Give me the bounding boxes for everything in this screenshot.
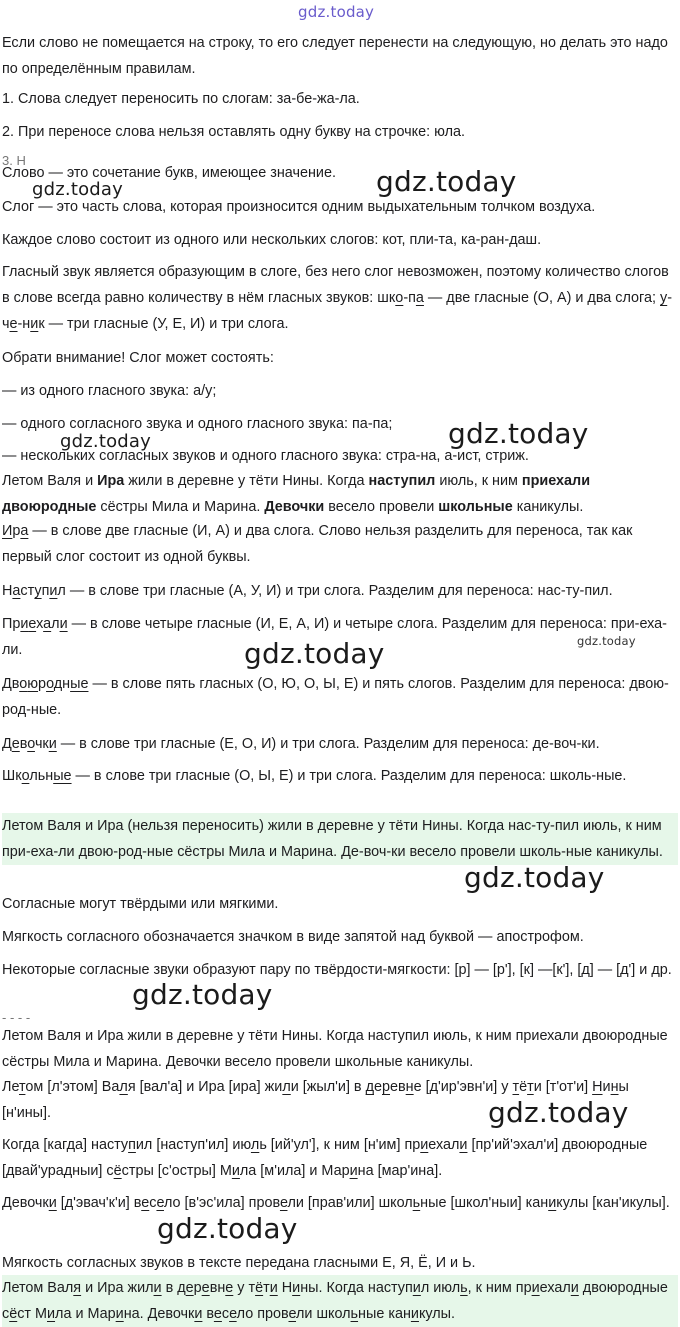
text-segment: стры [с'остры] М — [121, 1163, 232, 1179]
underlined-letter: е — [141, 1195, 150, 1211]
underlined-letter: я — [73, 1280, 82, 1296]
paragraph-p27 — [2, 1250, 678, 1276]
text-segment: ил [наступ'ил] ию — [135, 1137, 251, 1153]
text-segment: [д'эвач'к'и] в — [56, 1195, 142, 1211]
paragraph-p12 — [2, 468, 678, 520]
underlined-letter: о — [21, 768, 30, 784]
underlined-letter: и — [570, 1280, 579, 1296]
text-segment: л — [51, 616, 60, 632]
text-segment: Обрати внимание! Слог может состоять: — [2, 350, 274, 366]
underlined-letter: и — [59, 616, 68, 632]
underlined-letter: и — [194, 1306, 203, 1322]
text-segment: в д — [161, 1280, 186, 1296]
underlined-letter: е — [288, 1306, 297, 1322]
watermark: gdz.today — [32, 179, 124, 200]
text-segment: на. Девочк — [123, 1306, 195, 1322]
text-segment: Мягкость согласных звуков в тексте передана гласными Е, Я, Ё, И и Ь. — [2, 1255, 476, 1271]
watermark: gdz.today — [448, 417, 589, 450]
watermark: gdz.today — [244, 637, 385, 670]
text-segment: — в слове пять гласных (О, Ю, О, Ы, Е) и пять слогов. Разделим для переноса: двою-род-ные. — [2, 676, 669, 718]
text-segment: Слог — это часть слова, которая произносится одним выдыхательным толчком воздуха. — [2, 199, 596, 215]
text-segment: каникулы. — [512, 499, 584, 515]
paragraph-p23 — [2, 1023, 678, 1075]
text-segment: ом [л'этом] Ва — [25, 1079, 120, 1095]
text-segment: Д — [2, 736, 12, 752]
text-segment: у т — [233, 1280, 256, 1296]
text-segment: двоюродные с — [2, 1280, 668, 1322]
text-segment: и [жыл'и] в — [290, 1079, 366, 1095]
text-segment: с — [149, 1195, 157, 1211]
paragraph-p6 — [2, 227, 678, 253]
paragraph-p9 — [2, 378, 678, 404]
text-segment: жили в деревне у тёти Нины. Когда — [124, 473, 369, 489]
underlined-letter: и — [269, 1280, 278, 1296]
text-segment: -ч — [2, 290, 672, 332]
text-segment: и — [602, 1079, 611, 1095]
underlined-letter: Н — [592, 1079, 603, 1095]
underlined-letter: ые — [70, 676, 89, 692]
underlined-letter: р — [382, 1079, 391, 1095]
paragraph-p21 — [2, 924, 678, 950]
text-segment: весело провели — [324, 499, 439, 515]
watermark: gdz.today — [376, 165, 517, 198]
text-segment: р — [38, 676, 47, 692]
underlined-letter: и — [48, 736, 57, 752]
underlined-letter: и — [548, 1195, 557, 1211]
underlined-letter: а — [20, 523, 29, 539]
underlined-letter: н — [405, 1079, 414, 1095]
text-segment: е — [373, 1079, 382, 1095]
underlined-letter: п — [128, 1137, 136, 1153]
underlined-letter: у — [660, 290, 668, 306]
text-segment: — в слове две гласные (И, А) и два слога. Слово нельзя разделить для переноса, так как первый слог состоит из одной буквы. — [2, 523, 633, 565]
text-segment: ло [в'эс'ила] пров — [163, 1195, 280, 1211]
text-segment: р — [12, 523, 21, 539]
text-segment: ё — [519, 1079, 528, 1095]
text-segment: ст М — [17, 1306, 47, 1322]
underlined-letter: и — [48, 1195, 57, 1211]
text-segment: вн — [209, 1280, 226, 1296]
underlined-letter: и — [153, 1280, 162, 1296]
underlined-letter: о — [395, 290, 404, 306]
watermark: gdz.today — [488, 1096, 629, 1129]
underlined-letter: и — [47, 1306, 56, 1322]
underlined-letter: ые — [53, 768, 72, 784]
text-segment: — в слове четыре гласные (И, Е, А, И) и четыре слога. Разделим для переноса: при-еха-ли. — [2, 616, 667, 658]
underlined-letter: ь — [460, 1280, 468, 1296]
underlined-letter: и — [459, 1137, 468, 1153]
paragraph-p18 — [2, 763, 678, 789]
underlined-letter: е — [156, 1195, 164, 1211]
paragraph-p2 — [2, 86, 678, 112]
underlined-letter: ь — [350, 1306, 359, 1322]
text-segment: июль, к ним — [435, 473, 522, 489]
text-segment: кулы [кан'икулы]. — [556, 1195, 670, 1211]
underlined-letter: н — [610, 1079, 619, 1095]
clipped-text-line: 3. Н — [2, 153, 26, 168]
underlined-letter: е — [9, 316, 18, 332]
text-segment: Н — [277, 1280, 293, 1296]
text-segment: Гласный звук является образующим в слоге, без него слог невозможен, поэтому количество слогов в слове всегда равно количеству в нём гласных звуков: шк — [2, 264, 669, 306]
underlined-letter: д — [365, 1079, 374, 1095]
text-segment: ехал — [428, 1137, 460, 1153]
text-segment: Согласные могут твёрдыми или мягкими. — [2, 896, 279, 912]
underlined-letter: е — [185, 1280, 194, 1296]
text-segment: с — [221, 1306, 230, 1322]
text-segment: чк — [34, 736, 49, 752]
text-segment: — одного согласного звука и одного гласного звука: па-па; — [2, 416, 393, 432]
underlined-letter: е — [213, 1306, 222, 1322]
text-segment: Некоторые согласные звуки образуют пару по твёрдости-мягкости: [р] — [р'], [к] —[к'], [д] — [д'] и др. — [2, 962, 672, 978]
watermark-top: gdz.today — [298, 3, 375, 21]
text-segment: и [т'от'и] — [533, 1079, 593, 1095]
text-segment: Ле — [2, 1079, 19, 1095]
text-segment: — нескольких согласных звуков и одного гласного звука: стра-на, а-ист, стриж. — [2, 448, 529, 464]
text-segment: ы [н'ины]. — [2, 1079, 629, 1121]
text-segment: Девочк — [2, 1195, 49, 1211]
text-segment: -п — [403, 290, 416, 306]
text-segment: Летом Валя и — [2, 473, 98, 489]
text-segment: к — три гласные (У, Е, И) и три слога. — [38, 316, 289, 332]
underlined-letter: л — [282, 1079, 291, 1095]
bold-word: школьные — [438, 499, 513, 515]
text-segment: Летом Вал — [2, 1280, 74, 1296]
underlined-letter: е — [225, 1280, 234, 1296]
text-segment: — из одного гласного звука: а/у; — [2, 383, 217, 399]
text-segment: Н — [2, 583, 13, 599]
text-segment: л июл — [420, 1280, 461, 1296]
bold-word: Ира — [97, 473, 125, 489]
answer-paragraph-p19 — [2, 813, 678, 865]
text-segment: ные кан — [358, 1306, 411, 1322]
text-segment: Шк — [2, 768, 22, 784]
paragraph-p14 — [2, 578, 678, 604]
text-segment: 2. При переносе слова нельзя оставлять одну букву на строчке: юла. — [2, 124, 465, 140]
underlined-letter: и — [420, 1137, 429, 1153]
underlined-letter: а — [12, 583, 21, 599]
paragraph-p17 — [2, 731, 678, 757]
underlined-letter: и — [20, 616, 29, 632]
bold-word: приехали двоюродные — [2, 473, 591, 515]
text-segment: ла [м'ила] и Мар — [239, 1163, 350, 1179]
watermark: gdz.today — [60, 431, 152, 452]
underlined-letter: л — [250, 1137, 260, 1153]
text-segment: ли школ — [296, 1306, 351, 1322]
underlined-letter: ю — [27, 676, 39, 692]
text-segment: , к ним пр — [467, 1280, 532, 1296]
text-segment: ло пров — [236, 1306, 289, 1322]
underlined-letter: и — [30, 316, 39, 332]
text-segment: Летом Валя и Ира жили в деревне у тёти Нины. Когда наступил июль, к ним приехали двоюродные сёстры Мила и Марина. Девочки весело провели школьные каникулы. — [2, 1028, 668, 1070]
text-segment: Мягкость согласного обозначается значком в виде запятой над буквой — апострофом. — [2, 929, 584, 945]
underlined-letter: а — [43, 616, 52, 632]
text-segment: ли [прав'или] школ — [287, 1195, 413, 1211]
text-segment: и Ира жил — [81, 1280, 154, 1296]
text-segment: в — [19, 736, 28, 752]
underlined-letter: ё — [113, 1163, 122, 1179]
underlined-letter: у — [34, 583, 42, 599]
watermark: gdz.today — [464, 861, 605, 894]
text-segment: на [мар'ина]. — [357, 1163, 443, 1179]
text-segment: Пр — [2, 616, 21, 632]
underlined-letter: о — [46, 676, 54, 692]
text-segment: сёстры Мила и Марина. — [96, 499, 265, 515]
underlined-letter: и — [412, 1280, 421, 1296]
underlined-letter: и — [410, 1306, 419, 1322]
text-segment: — две гласные (О, А) и два слога; — [423, 290, 660, 306]
answer-paragraph-p28 — [2, 1275, 678, 1327]
text-segment: р — [193, 1280, 202, 1296]
underlined-letter: ё — [9, 1306, 18, 1322]
text-segment: дн — [53, 676, 71, 692]
text-segment: л — в слове три гласные (А, У, И) и три слога. Разделим для переноса: нас-ту-пил. — [57, 583, 613, 599]
paragraph-p26 — [2, 1190, 678, 1216]
paragraph-p20 — [2, 891, 678, 917]
text-segment: — в слове три гласные (Е, О, И) и три слога. Разделим для переноса: де-воч-ки. — [56, 736, 600, 752]
underlined-letter: е — [279, 1195, 288, 1211]
underlined-letter: т — [18, 1079, 26, 1095]
watermark: gdz.today — [577, 634, 636, 648]
watermark: gdz.today — [157, 1212, 298, 1245]
underlined-letter: о — [27, 736, 35, 752]
underlined-letter: ё — [255, 1280, 264, 1296]
paragraph-p25 — [2, 1132, 678, 1184]
text-segment: ев — [390, 1079, 406, 1095]
text-segment: [пр'ий'эхал'и] двоюродные [двай'урадныи] с — [2, 1137, 648, 1179]
underlined-letter: и — [231, 1163, 240, 1179]
underlined-letter: т — [527, 1079, 534, 1095]
text-segment: е [д'ир'эвн'и] у — [413, 1079, 513, 1095]
text-segment: кулы. — [418, 1306, 456, 1322]
text-segment: т — [263, 1280, 270, 1296]
text-segment: -н — [17, 316, 31, 332]
watermark: gdz.today — [132, 978, 273, 1011]
text-segment: — в слове три гласные (О, Ы, Е) и три слога. Разделим для переноса: школь-ные. — [71, 768, 627, 784]
paragraph-p1 — [2, 30, 678, 82]
text-segment: ст — [20, 583, 35, 599]
text-segment: льн — [29, 768, 54, 784]
underlined-letter: а — [415, 290, 424, 306]
text-segment: Если слово не помещается на строку, то его следует перенести на следующую, но делать это надо по определённым правилам. — [2, 35, 668, 77]
text-segment: Когда [кагда] насту — [2, 1137, 129, 1153]
underlined-letter: и — [292, 1280, 301, 1296]
paragraph-p22 — [2, 957, 678, 983]
text-segment: ла и Мар — [55, 1306, 116, 1322]
text-segment: ны. Когда наступ — [300, 1280, 413, 1296]
paragraph-p3 — [2, 119, 678, 145]
text-segment: 1. Слова следует переносить по слогам: за-бе-жа-ла. — [2, 91, 360, 107]
text-segment: п — [41, 583, 50, 599]
underlined-letter: о — [19, 676, 28, 692]
paragraph-p8 — [2, 345, 678, 371]
underlined-letter: И — [2, 523, 13, 539]
text-segment: Летом Валя и Ира (нельзя переносить) жили в деревне у тёти Нины. Когда нас-ту-пил июль, к ним при-еха-ли двою-род-ные сёстры Мила и Марина. Де-воч-ки весело провели школь-ные каникулы. — [2, 818, 663, 860]
underlined-letter: е — [11, 736, 20, 752]
underlined-letter: е — [28, 616, 37, 632]
underlined-letter: л — [119, 1079, 128, 1095]
text-segment: Дв — [2, 676, 20, 692]
text-segment: я [вал'а] и Ира [ира] жи — [127, 1079, 283, 1095]
paragraph-p13 — [2, 518, 678, 570]
text-segment: ные [школ'ныи] кан — [420, 1195, 549, 1211]
underlined-letter: е — [201, 1280, 210, 1296]
text-segment: Слово — это сочетание букв, имеющее значение. — [2, 165, 336, 181]
text-segment: ь [ий'ул'], к ним [н'им] пр — [259, 1137, 421, 1153]
underlined-letter: ь — [412, 1195, 421, 1211]
underlined-letter: и — [115, 1306, 124, 1322]
text-segment: ехал — [539, 1280, 571, 1296]
text-segment: Каждое слово состоит из одного или нескольких слогов: кот, пли-та, ка-ран-даш. — [2, 232, 542, 248]
underlined-letter: е — [229, 1306, 237, 1322]
text-segment: в — [202, 1306, 214, 1322]
text-segment: х — [36, 616, 44, 632]
bold-word: Девочки — [264, 499, 325, 515]
paragraph-p7 — [2, 259, 678, 337]
underlined-letter: и — [531, 1280, 540, 1296]
paragraph-p16 — [2, 671, 678, 723]
clipped-text-line: - - - - — [2, 1010, 31, 1025]
underlined-letter: и — [349, 1163, 358, 1179]
bold-word: наступил — [368, 473, 436, 489]
underlined-letter: т — [512, 1079, 520, 1095]
underlined-letter: и — [49, 583, 58, 599]
